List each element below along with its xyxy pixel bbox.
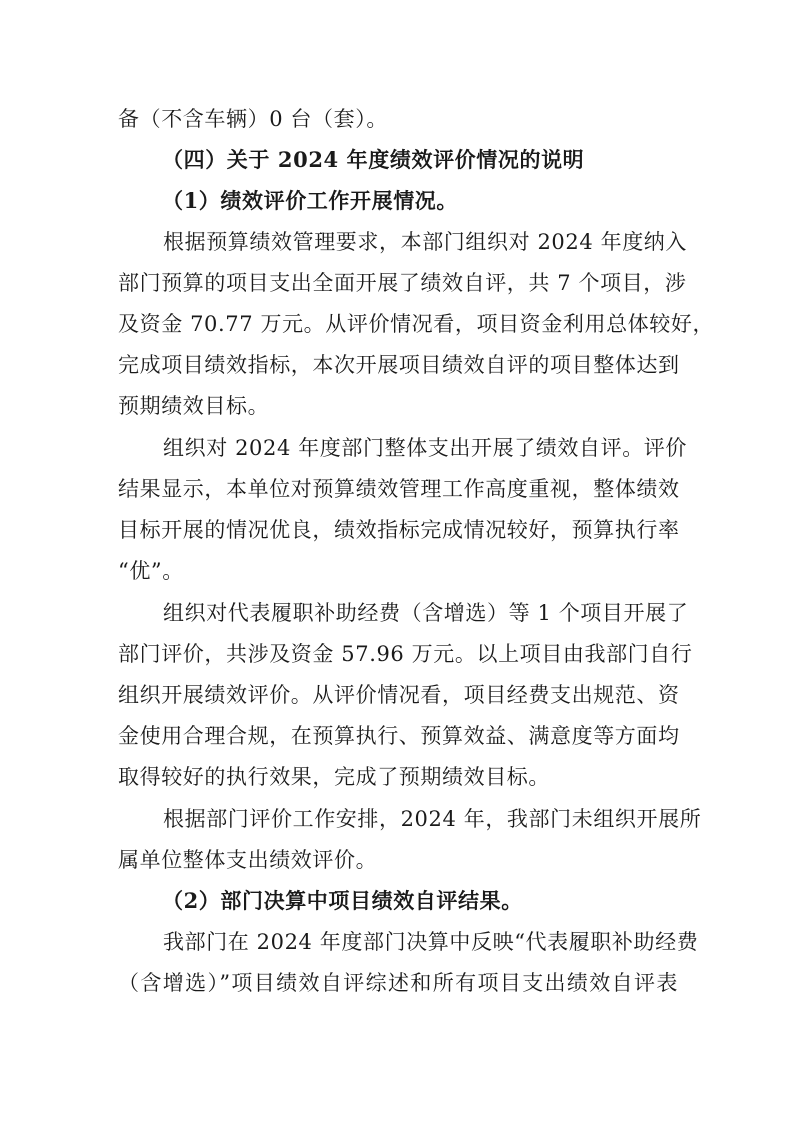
paragraph-line: 及资金 70.77 万元。从评价情况看，项目资金利用总体较好，: [118, 312, 715, 336]
paragraph-line: 金使用合理合规，在预算执行、预算效益、满意度等方面均: [118, 724, 680, 748]
paragraph-line: 目标开展的情况优良，绩效指标完成情况较好，预算执行率: [118, 518, 680, 542]
paragraph-line: 组织开展绩效评价。从评价情况看，项目经费支出规范、资: [118, 683, 680, 707]
section-heading: （四）关于 2024 年度绩效评价情况的说明: [162, 147, 585, 172]
paragraph-line: 根据部门评价工作安排，2024 年，我部门未组织开展所: [163, 807, 702, 831]
paragraph-line: 预期绩效目标。: [118, 394, 270, 418]
paragraph-line: 取得较好的执行效果，完成了预期绩效目标。: [118, 765, 550, 789]
paragraph-line: 部门预算的项目支出全面开展了绩效自评，共 7 个项目，涉: [118, 271, 687, 295]
paragraph-line: 结果显示，本单位对预算绩效管理工作高度重视，整体绩效: [118, 477, 680, 501]
subsection-heading: （2）部门决算中项目绩效自评结果。: [162, 888, 523, 913]
paragraph-line: 部门评价，共涉及资金 57.96 万元。以上项目由我部门自行: [118, 642, 693, 666]
paragraph-line: 组织对代表履职补助经费（含增选）等 1 个项目开展了: [163, 601, 689, 625]
text-line-continuation: 备（不含车辆）0 台（套）。: [118, 107, 388, 131]
subsection-heading: （1）绩效评价工作开展情况。: [162, 188, 459, 213]
paragraph-line: “优”。: [118, 559, 184, 583]
paragraph-line: 根据预算绩效管理要求，本部门组织对 2024 年度纳入: [163, 230, 687, 254]
paragraph-line: 组织对 2024 年度部门整体支出开展了绩效自评。评价: [163, 436, 687, 460]
paragraph-line: 我部门在 2024 年度部门决算中反映“代表履职补助经费: [163, 930, 699, 954]
paragraph-line: 属单位整体支出绩效评价。: [118, 848, 378, 872]
paragraph-line: 完成项目绩效指标，本次开展项目绩效自评的项目整体达到: [118, 353, 680, 377]
paragraph-line: （含增选）”项目绩效自评综述和所有项目支出绩效自评表: [118, 971, 678, 995]
